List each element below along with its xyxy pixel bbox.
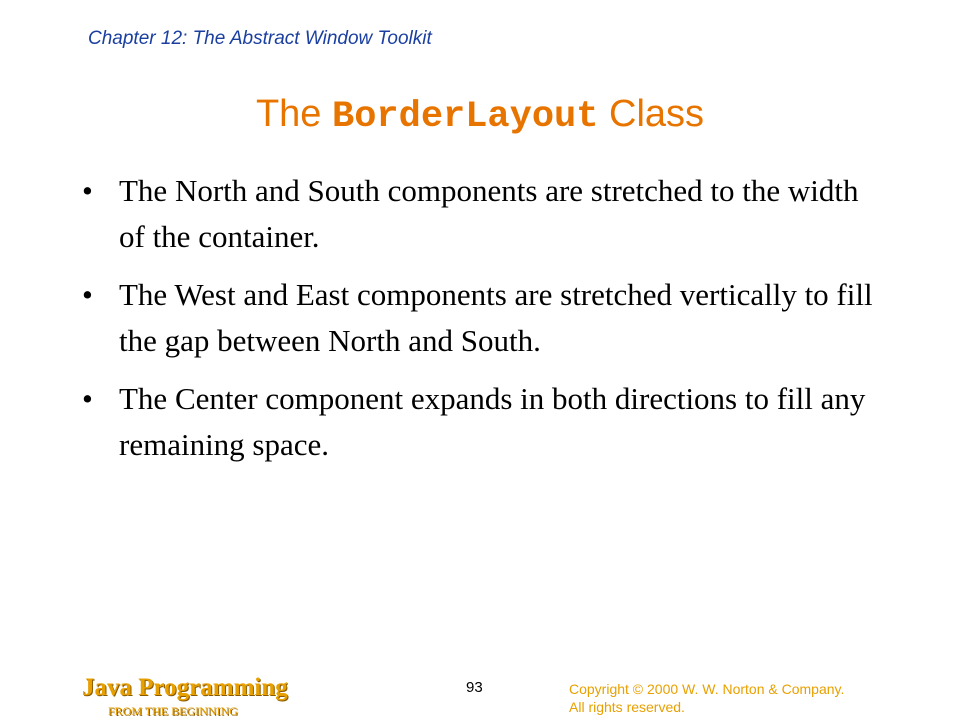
bullet-item [82, 272, 882, 364]
bullet-dot-icon: • [82, 381, 93, 416]
title-suffix: Class [598, 93, 705, 135]
chapter-heading: Chapter 12: The Abstract Window Toolkit [88, 28, 432, 49]
bullet-list [82, 168, 882, 480]
bullet-text: The Center component expands in both directions to fill any remaining space. [119, 381, 866, 462]
copyright-notice [569, 680, 844, 716]
title-prefix: The [255, 93, 332, 135]
page-number: 93 [466, 679, 483, 696]
bullet-text: The North and South components are stretched to the width of the container. [119, 173, 859, 254]
copyright-line-1: Copyright © 2000 W. W. Norton & Company. [569, 681, 845, 697]
copyright-line-2: All rights reserved. [569, 699, 685, 715]
brand-logo-title: Java Programming [82, 674, 288, 701]
slide-title [0, 93, 960, 138]
title-code: BorderLayout [332, 96, 599, 138]
bullet-item [82, 168, 882, 260]
brand-logo-subtitle: FROM THE BEGINNING [108, 704, 238, 718]
bullet-dot-icon: • [82, 277, 93, 312]
bullet-item [82, 376, 882, 468]
bullet-text: The West and East components are stretched vertically to fill the gap between North and South. [119, 277, 873, 358]
bullet-dot-icon: • [82, 173, 93, 208]
